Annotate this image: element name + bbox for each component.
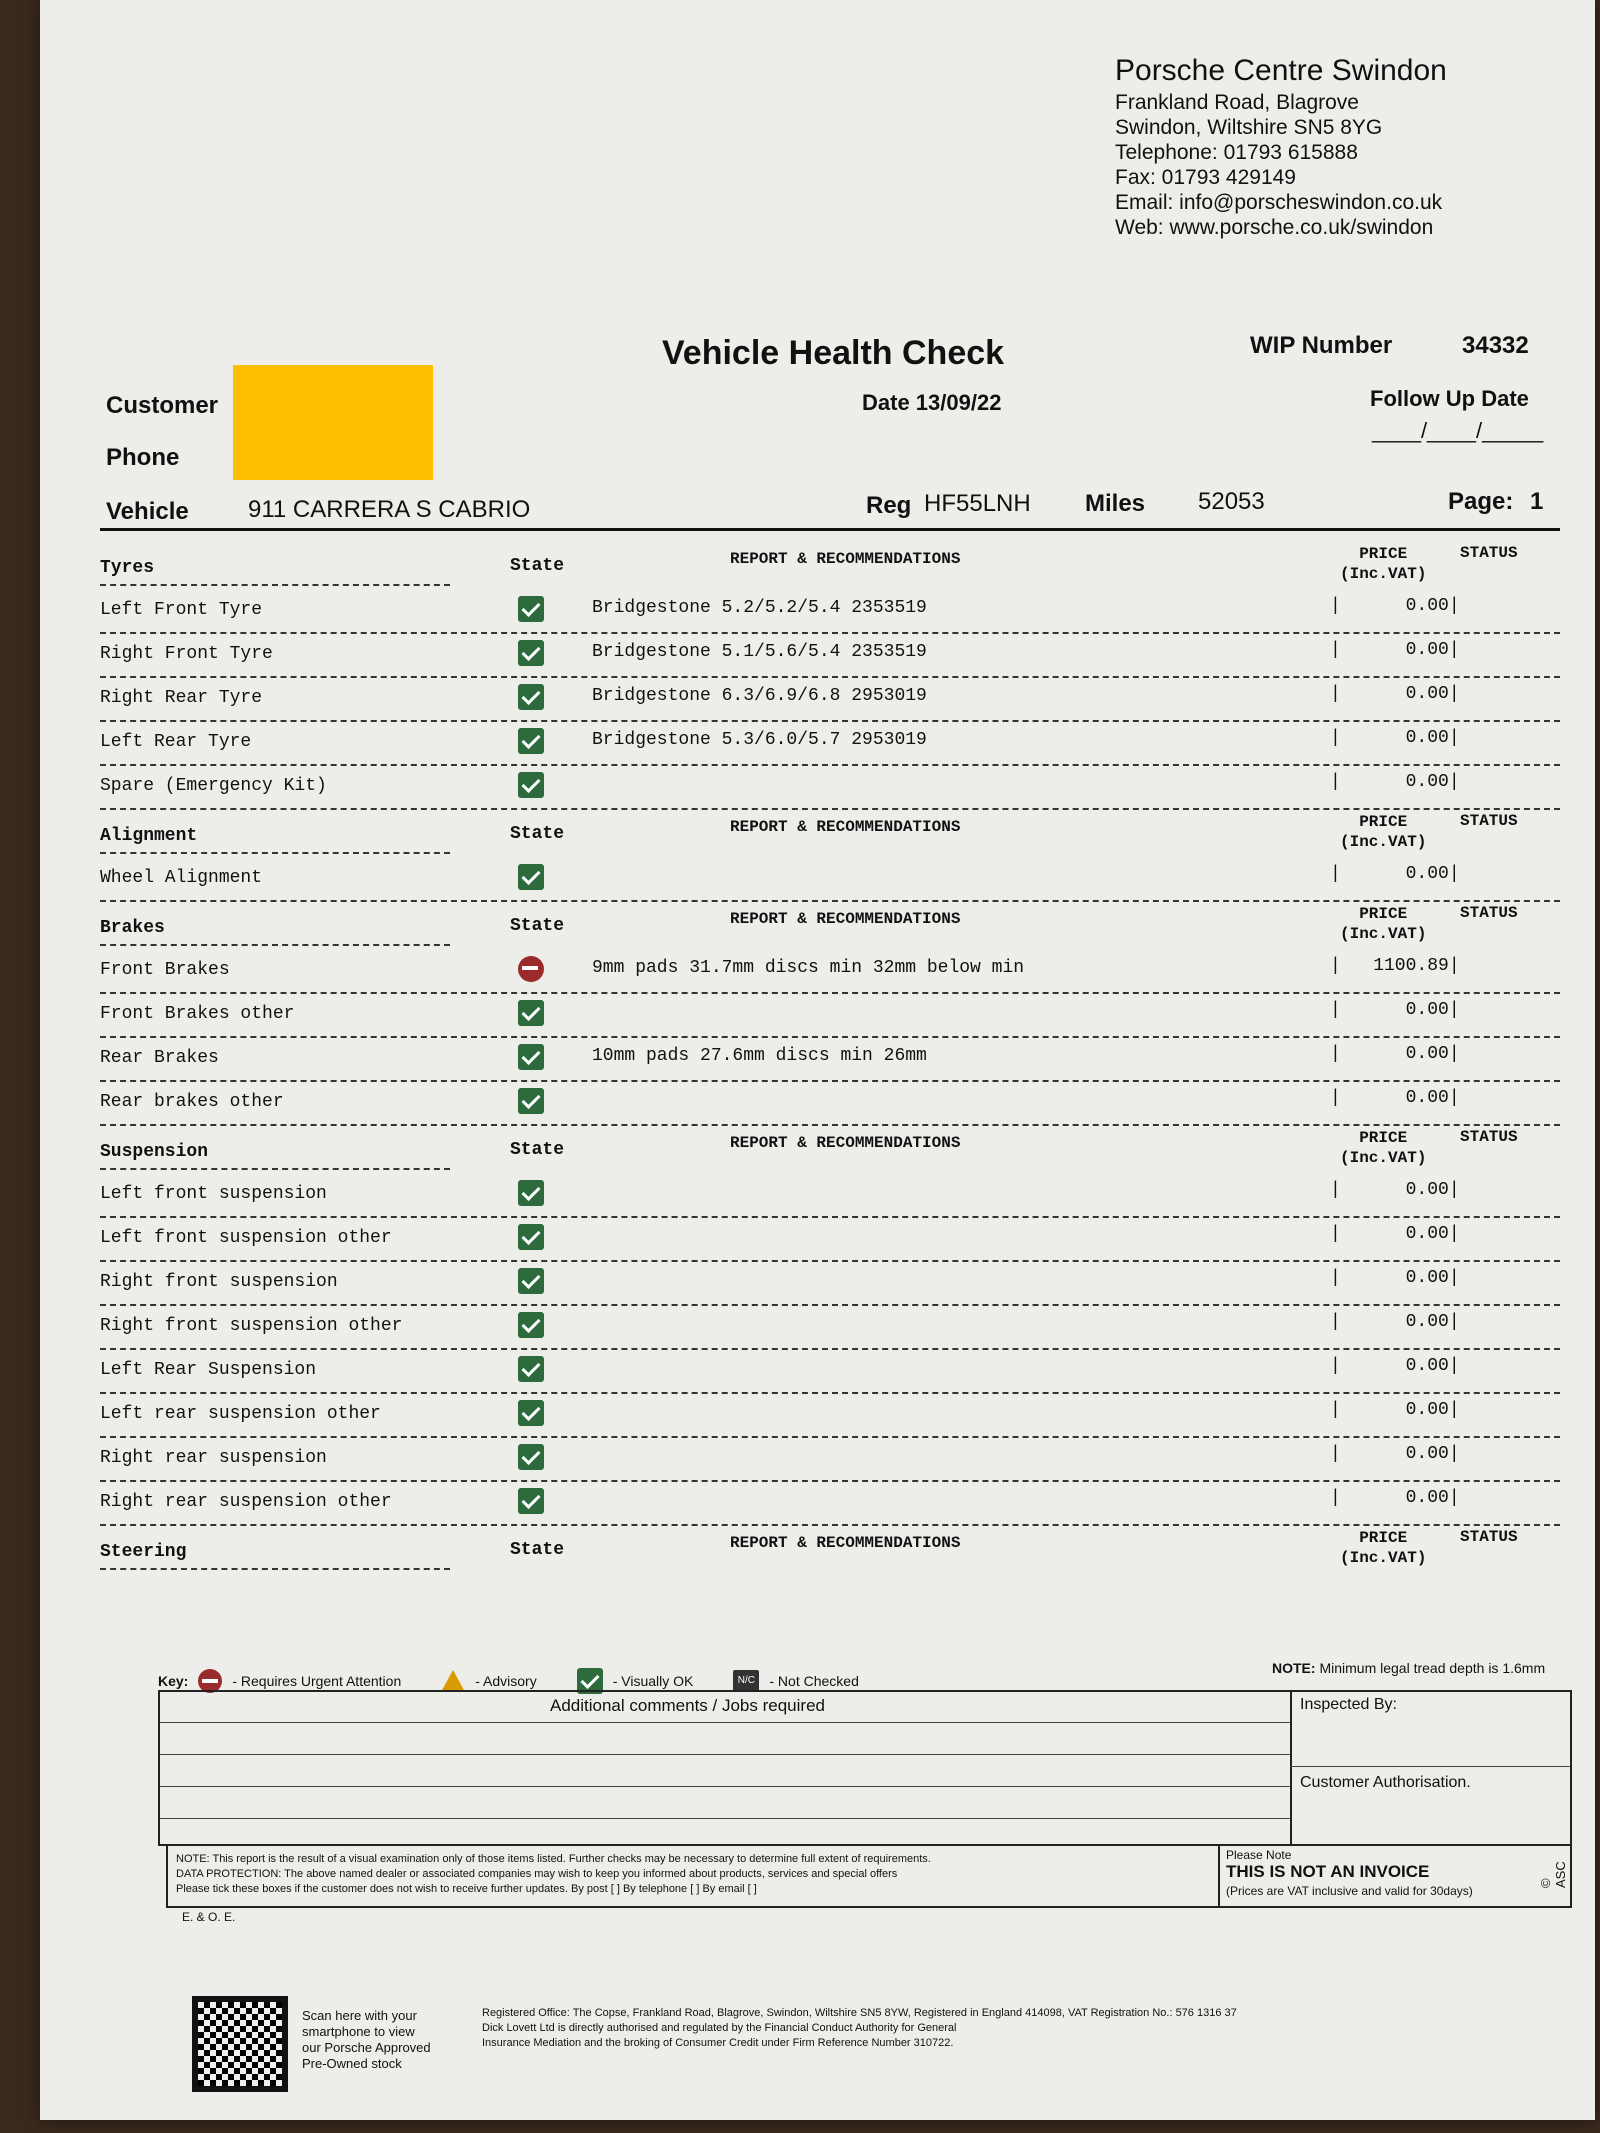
vehicle-model: 911 CARRERA S CABRIO: [248, 496, 531, 523]
price-header: [1340, 1528, 1426, 1568]
vehicle-label: Vehicle: [106, 498, 189, 525]
row-item: Left Front Tyre: [100, 600, 263, 620]
visually-ok-icon: [518, 1312, 544, 1338]
please-note: Please Note: [1226, 1848, 1292, 1862]
visually-ok-icon: [518, 1444, 544, 1470]
row-report: Bridgestone 5.1/5.6/5.4 2353519: [592, 642, 927, 662]
visually-ok-icon: [518, 640, 544, 666]
reg-label: Reg: [866, 492, 912, 519]
row-price: | 0.00|: [1330, 1180, 1460, 1200]
row-price: | 0.00|: [1330, 1044, 1460, 1064]
table-row: [100, 632, 1560, 678]
qr-caption: [302, 2008, 431, 2072]
key-advisory: - Advisory: [475, 1673, 537, 1689]
row-item: Right front suspension other: [100, 1316, 403, 1336]
report-header: REPORT & RECOMMENDATIONS: [730, 818, 961, 836]
section-header-steering: [100, 1524, 1560, 1572]
registered-office-line2: Dick Lovett Ltd is directly authorised and regulated by the Financial Conduct Authority for General: [482, 2022, 957, 2034]
table-row: [100, 720, 1560, 766]
advisory-icon: [441, 1670, 465, 1692]
state-header: State: [510, 556, 565, 576]
disclaimer-note: NOTE: This report is the result of a visual examination only of those items listed. Further checks may be necessary to determine full extent of requirements.: [176, 1853, 931, 1865]
price-header: [1340, 812, 1426, 852]
visually-ok-icon: [518, 1000, 544, 1026]
tread-note-label: NOTE:: [1272, 1660, 1316, 1676]
qr-caption-line2: smartphone to view: [302, 2024, 415, 2039]
dealer-address-line2: Swindon, Wiltshire SN5 8YG: [1115, 116, 1383, 139]
row-item: Right Front Tyre: [100, 644, 273, 664]
wip-label: WIP Number: [1250, 332, 1393, 359]
miles-label: Miles: [1085, 490, 1146, 517]
not-checked-icon: N/C: [733, 1670, 759, 1692]
visually-ok-icon: [518, 1356, 544, 1382]
visually-ok-icon: [518, 864, 544, 890]
row-item: Right front suspension: [100, 1272, 338, 1292]
section-name: Steering: [100, 1542, 450, 1570]
wip-number: 34332: [1462, 332, 1529, 359]
date: Date 13/09/22: [862, 390, 1002, 415]
section-header-alignment: [100, 808, 1560, 856]
row-price: | 0.00|: [1330, 1224, 1460, 1244]
eoe: E. & O. E.: [182, 1910, 236, 1924]
row-price: | 0.00|: [1330, 1444, 1460, 1464]
qr-caption-line3: our Porsche Approved: [302, 2040, 431, 2055]
state-header: State: [510, 1140, 565, 1160]
follow-up-label: Follow Up Date: [1370, 386, 1529, 411]
table-row: [100, 1392, 1560, 1438]
row-item: Left Rear Tyre: [100, 732, 252, 752]
comments-box: [158, 1690, 1572, 1846]
qr-caption-line1: Scan here with your: [302, 2008, 417, 2023]
report-header: REPORT & RECOMMENDATIONS: [730, 1134, 961, 1152]
section-name: Alignment: [100, 826, 450, 854]
price-header-line1: PRICE: [1359, 1129, 1408, 1147]
row-price: | 0.00|: [1330, 1268, 1460, 1288]
miles-value: 52053: [1198, 488, 1265, 515]
dealer-web: Web: www.porsche.co.uk/swindon: [1115, 216, 1434, 239]
row-price: | 0.00|: [1330, 1312, 1460, 1332]
row-price: | 0.00|: [1330, 684, 1460, 704]
table-row: [100, 1172, 1560, 1218]
row-item: Front Brakes other: [100, 1004, 295, 1024]
tread-note: [1272, 1660, 1545, 1676]
table-row: [100, 676, 1560, 722]
status-header: STATUS: [1460, 1128, 1518, 1146]
row-price: | 0.00|: [1330, 1000, 1460, 1020]
registered-office: [482, 2006, 1237, 2051]
status-header: STATUS: [1460, 1528, 1518, 1546]
visually-ok-icon: [518, 772, 544, 798]
key-label: Key:: [158, 1673, 189, 1689]
visually-ok-icon: [518, 1488, 544, 1514]
price-header-line2: (Inc.VAT): [1340, 565, 1427, 583]
disclaimer: [176, 1852, 1216, 1897]
row-report: Bridgestone 5.3/6.0/5.7 2953019: [592, 730, 927, 750]
report-header: REPORT & RECOMMENDATIONS: [730, 550, 961, 568]
table-row: [100, 1036, 1560, 1082]
table-row: [100, 588, 1560, 634]
price-header-line1: PRICE: [1359, 813, 1408, 831]
visually-ok-icon: [518, 1268, 544, 1294]
disclaimer-box: [166, 1844, 1572, 1908]
page-label: Page:: [1448, 488, 1514, 515]
row-price: | 0.00|: [1330, 1088, 1460, 1108]
dealer-address-line1: Frankland Road, Blagrove: [1115, 91, 1359, 114]
row-item: Left front suspension other: [100, 1228, 392, 1248]
phone-label: Phone: [106, 444, 180, 471]
customer-label: Customer: [106, 392, 219, 419]
visually-ok-icon: [518, 1400, 544, 1426]
table-row: [100, 1348, 1560, 1394]
row-report: Bridgestone 6.3/6.9/6.8 2953019: [592, 686, 927, 706]
comments-label: Additional comments / Jobs required: [550, 1696, 825, 1715]
state-header: State: [510, 824, 565, 844]
state-header: State: [510, 1540, 565, 1560]
price-header-line1: PRICE: [1359, 545, 1408, 563]
price-header-line2: (Inc.VAT): [1340, 925, 1427, 943]
price-header-line2: (Inc.VAT): [1340, 1149, 1427, 1167]
visually-ok-icon: [518, 1224, 544, 1250]
table-row: [100, 1260, 1560, 1306]
dealer-name: Porsche Centre Swindon: [1115, 54, 1447, 87]
qr-code[interactable]: [192, 1996, 288, 2092]
section-header-brakes: [100, 900, 1560, 948]
section-name: Suspension: [100, 1142, 450, 1170]
qr-caption-line4: Pre-Owned stock: [302, 2056, 402, 2071]
row-item: Spare (Emergency Kit): [100, 776, 327, 796]
section-name: Brakes: [100, 918, 450, 946]
row-item: Rear Brakes: [100, 1048, 219, 1068]
registered-office-line3: Insurance Mediation and the broking of Consumer Credit under Firm Reference Number 310722.: [482, 2037, 954, 2049]
key-not-checked: - Not Checked: [769, 1673, 859, 1689]
status-header: STATUS: [1460, 812, 1518, 830]
dealer-telephone: Telephone: 01793 615888: [1115, 141, 1358, 164]
health-check-sheet: [40, 0, 1595, 2120]
row-item: Wheel Alignment: [100, 868, 263, 888]
row-item: Right rear suspension: [100, 1448, 327, 1468]
visually-ok-icon: [518, 596, 544, 622]
price-header-line1: PRICE: [1359, 1529, 1408, 1547]
header-rule: [100, 528, 1560, 531]
row-item: Rear brakes other: [100, 1092, 284, 1112]
registered-office-line1: Registered Office: The Copse, Frankland Road, Blagrove, Swindon, Wiltshire SN5 8YW, Registered in England 414098, VAT Registration No.: 576 1316 37: [482, 2007, 1237, 2019]
tread-note-text: Minimum legal tread depth is 1.6mm: [1319, 1660, 1546, 1676]
row-price: | 0.00|: [1330, 1356, 1460, 1376]
dealer-email: Email: info@porscheswindon.co.uk: [1115, 191, 1443, 214]
table-row: [100, 992, 1560, 1038]
report-header: REPORT & RECOMMENDATIONS: [730, 910, 961, 928]
key-urgent: - Requires Urgent Attention: [232, 1673, 402, 1689]
table-row: [100, 1216, 1560, 1262]
disclaimer-opt-out: Please tick these boxes if the customer does not wish to receive further updates. By post [ ] By telephone [ ] By email [ ]: [176, 1883, 757, 1895]
visually-ok-icon: [518, 1088, 544, 1114]
prices-note: (Prices are VAT inclusive and valid for 30days): [1226, 1884, 1473, 1898]
table-row: [100, 1304, 1560, 1350]
price-header-line2: (Inc.VAT): [1340, 1549, 1427, 1567]
visually-ok-icon: [518, 1044, 544, 1070]
row-price: | 0.00|: [1330, 1488, 1460, 1508]
row-item: Left rear suspension other: [100, 1404, 381, 1424]
copyright-mark: © ASC: [1538, 1861, 1568, 1888]
row-price: | 0.00|: [1330, 728, 1460, 748]
section-header-tyres: [100, 540, 1560, 588]
row-price: | 0.00|: [1330, 772, 1460, 792]
price-header: [1340, 1128, 1426, 1168]
row-report: Bridgestone 5.2/5.2/5.4 2353519: [592, 598, 927, 618]
row-item: Front Brakes: [100, 960, 230, 980]
report-header: REPORT & RECOMMENDATIONS: [730, 1534, 961, 1552]
row-price: | 0.00|: [1330, 596, 1460, 616]
redacted-customer-details: [233, 365, 433, 480]
row-item: Left front suspension: [100, 1184, 327, 1204]
section-name: Tyres: [100, 558, 450, 586]
visually-ok-icon: [518, 728, 544, 754]
reg-value: HF55LNH: [924, 490, 1031, 517]
state-header: State: [510, 916, 565, 936]
table-row: [100, 764, 1560, 810]
row-price: | 0.00|: [1330, 640, 1460, 660]
row-item: Right Rear Tyre: [100, 688, 263, 708]
page-number: 1: [1530, 488, 1544, 515]
visually-ok-icon: [518, 1180, 544, 1206]
row-price: | 0.00|: [1330, 1400, 1460, 1420]
inspected-by-label: Inspected By:: [1300, 1696, 1397, 1713]
price-header: [1340, 544, 1426, 584]
row-price: | 1100.89|: [1330, 956, 1460, 976]
table-row: [100, 948, 1560, 994]
row-report: 10mm pads 27.6mm discs min 26mm: [592, 1046, 927, 1066]
price-header: [1340, 904, 1426, 944]
not-invoice: THIS IS NOT AN INVOICE: [1226, 1862, 1430, 1881]
section-header-suspension: [100, 1124, 1560, 1172]
table-row: [100, 1080, 1560, 1126]
row-item: Left Rear Suspension: [100, 1360, 317, 1380]
page-title: Vehicle Health Check: [662, 334, 1005, 372]
disclaimer-data-protection: DATA PROTECTION: The above named dealer or associated companies may wish to keep you informed about products, services and special offers: [176, 1868, 898, 1880]
row-report: 9mm pads 31.7mm discs min 32mm below min: [592, 958, 1025, 978]
dealer-fax: Fax: 01793 429149: [1115, 166, 1296, 189]
price-header-line1: PRICE: [1359, 905, 1408, 923]
key-ok: - Visually OK: [612, 1673, 694, 1689]
customer-authorisation-label: Customer Authorisation.: [1300, 1774, 1471, 1791]
table-row: [100, 1480, 1560, 1526]
price-header-line2: (Inc.VAT): [1340, 833, 1427, 851]
row-price: | 0.00|: [1330, 864, 1460, 884]
visually-ok-icon: [518, 684, 544, 710]
dealer-address: [1115, 52, 1447, 240]
table-row: [100, 1436, 1560, 1482]
follow-up-date: ____/____/_____: [1372, 418, 1544, 443]
status-header: STATUS: [1460, 544, 1518, 562]
status-header: STATUS: [1460, 904, 1518, 922]
urgent-icon: [518, 956, 544, 982]
table-row: [100, 856, 1560, 902]
row-item: Right rear suspension other: [100, 1492, 392, 1512]
